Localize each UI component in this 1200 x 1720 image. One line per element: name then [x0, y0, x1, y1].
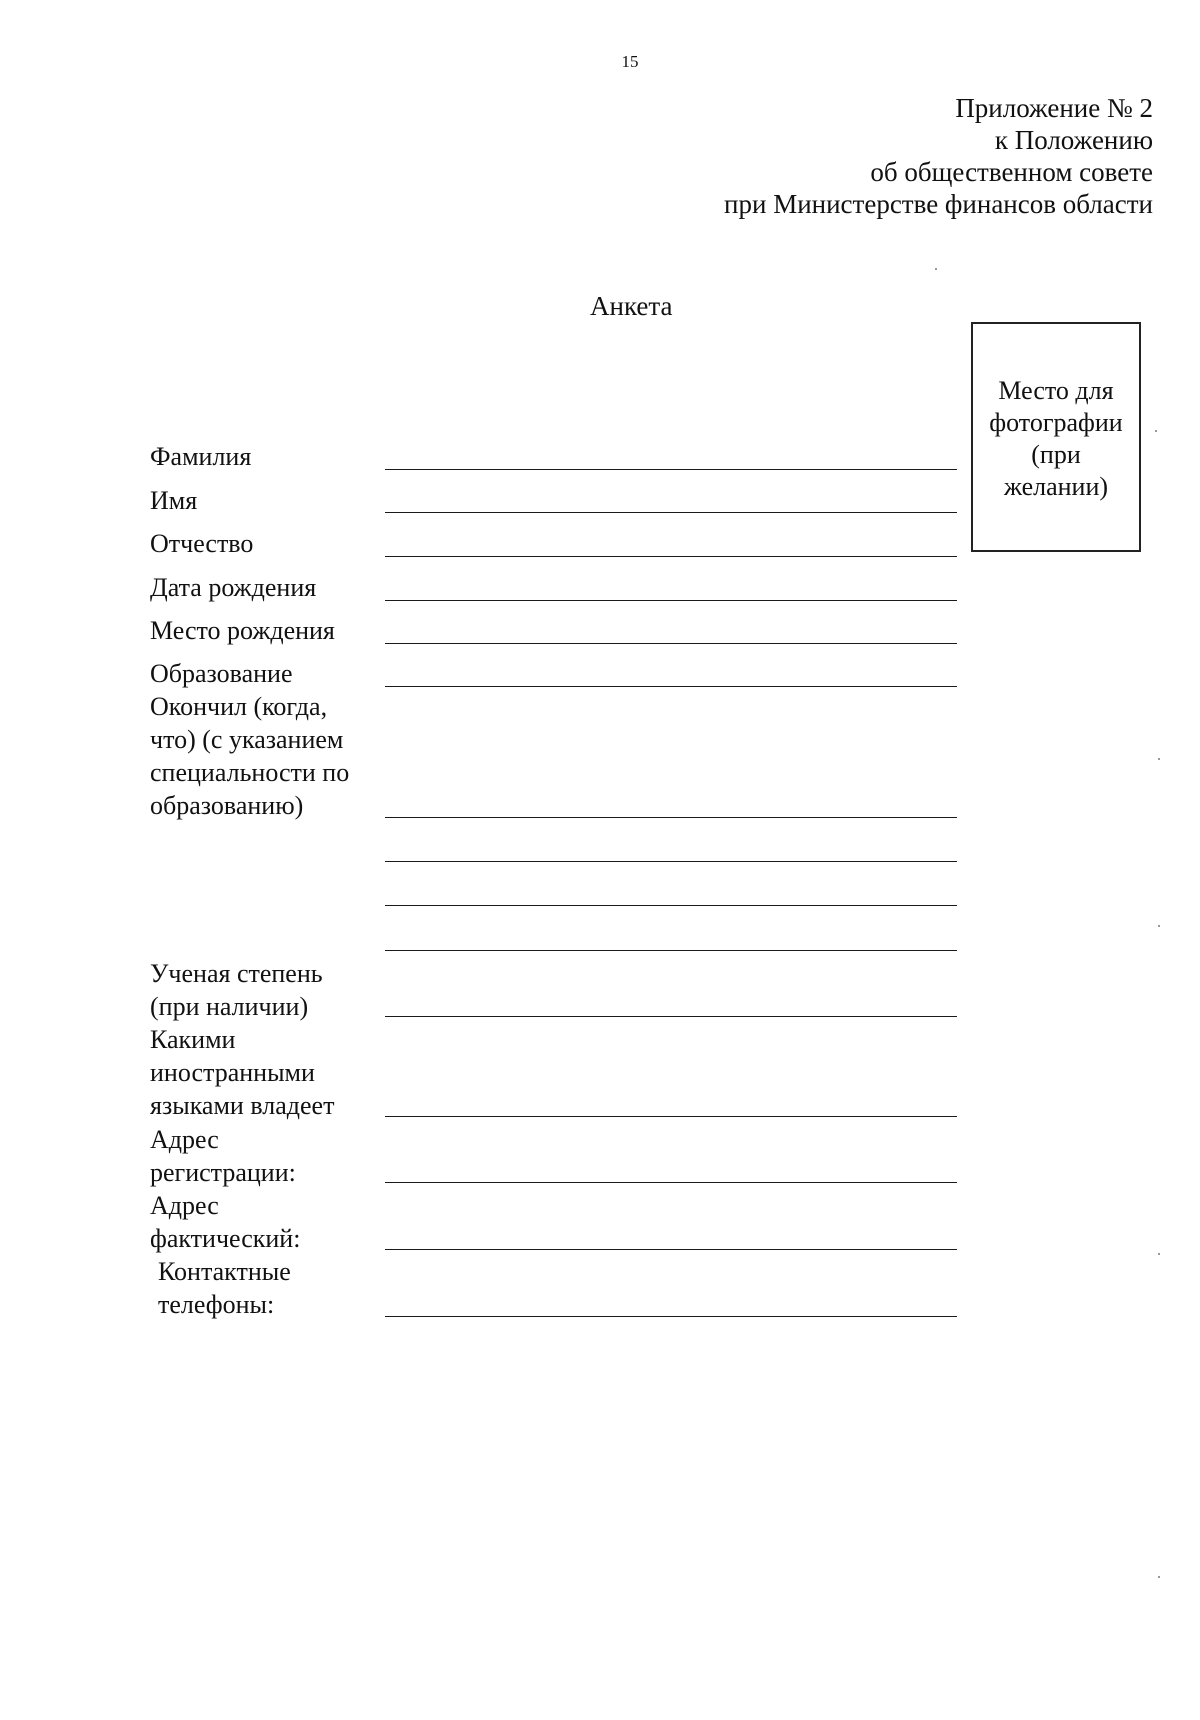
birth-place-field-line[interactable]: [385, 643, 957, 644]
graduated-field-line-1[interactable]: [385, 817, 957, 818]
graduated-label-line-3: специальности по: [150, 758, 350, 787]
languages-field-line[interactable]: [385, 1116, 957, 1117]
patronymic-field-line[interactable]: [385, 556, 957, 557]
name-label: Имя: [150, 486, 198, 515]
degree-label-line-2: (при наличии): [150, 992, 309, 1021]
birth-place-label: Место рождения: [150, 616, 335, 645]
birth-date-field-line[interactable]: [385, 600, 957, 601]
graduated-field-line-4[interactable]: [385, 950, 957, 951]
photo-placeholder-line-4: желании): [1003, 472, 1109, 501]
phones-label-line-1: Контактные: [158, 1257, 291, 1286]
page-number: 15: [621, 52, 639, 71]
languages-label-line-2: иностранными: [150, 1058, 315, 1087]
graduated-field-line-2[interactable]: [385, 861, 957, 862]
scan-speck: [1155, 430, 1157, 432]
degree-label-line-1: Ученая степень: [150, 959, 323, 988]
actual-address-label: [150, 1189, 300, 1255]
reg-address-label: [150, 1123, 296, 1189]
appendix-line-4: при Министерстве финансов области: [724, 189, 1153, 219]
graduated-label-line-4: образованию): [150, 791, 304, 820]
phones-label-line-2: телефоны:: [158, 1290, 275, 1319]
scan-speck: [1158, 1576, 1160, 1578]
phones-field-line[interactable]: [385, 1316, 957, 1317]
graduated-label-line-2: что) (с указанием: [150, 725, 344, 754]
scan-speck: [1158, 1253, 1160, 1255]
education-field-line[interactable]: [385, 686, 957, 687]
reg-address-field-line[interactable]: [385, 1182, 957, 1183]
photo-placeholder-line-3: (при: [1031, 440, 1081, 469]
phones-label: [158, 1255, 291, 1321]
photo-placeholder-line-1: Место для: [998, 376, 1114, 405]
actual-address-label-line-1: Адрес: [150, 1191, 219, 1220]
appendix-header: [724, 92, 1153, 220]
graduated-label: [150, 690, 349, 822]
name-field-line[interactable]: [385, 512, 957, 513]
degree-field-line[interactable]: [385, 1016, 957, 1017]
patronymic-label: Отчество: [150, 529, 254, 558]
scan-speck: [935, 268, 937, 270]
education-label: Образование: [150, 659, 293, 688]
languages-label-line-1: Какими: [150, 1025, 236, 1054]
photo-placeholder: [971, 322, 1141, 552]
actual-address-field-line[interactable]: [385, 1249, 957, 1250]
appendix-line-1: Приложение № 2: [955, 93, 1153, 123]
scan-speck: [1158, 925, 1160, 927]
graduated-field-line-3[interactable]: [385, 905, 957, 906]
reg-address-label-line-1: Адрес: [150, 1125, 219, 1154]
actual-address-label-line-2: фактический:: [150, 1224, 301, 1253]
surname-field-line[interactable]: [385, 469, 957, 470]
form-title: Анкета: [590, 291, 673, 321]
surname-label: Фамилия: [150, 442, 252, 471]
scan-speck: [1158, 758, 1160, 760]
languages-label-line-3: языками владеет: [150, 1091, 335, 1120]
reg-address-label-line-2: регистрации:: [150, 1158, 296, 1187]
appendix-line-3: об общественном совете: [870, 157, 1153, 187]
graduated-label-line-1: Окончил (когда,: [150, 692, 328, 721]
birth-date-label: Дата рождения: [150, 573, 317, 602]
degree-label: [150, 957, 323, 1023]
languages-label: [150, 1023, 334, 1122]
appendix-line-2: к Положению: [994, 125, 1153, 155]
photo-placeholder-line-2: фотографии: [989, 408, 1123, 437]
